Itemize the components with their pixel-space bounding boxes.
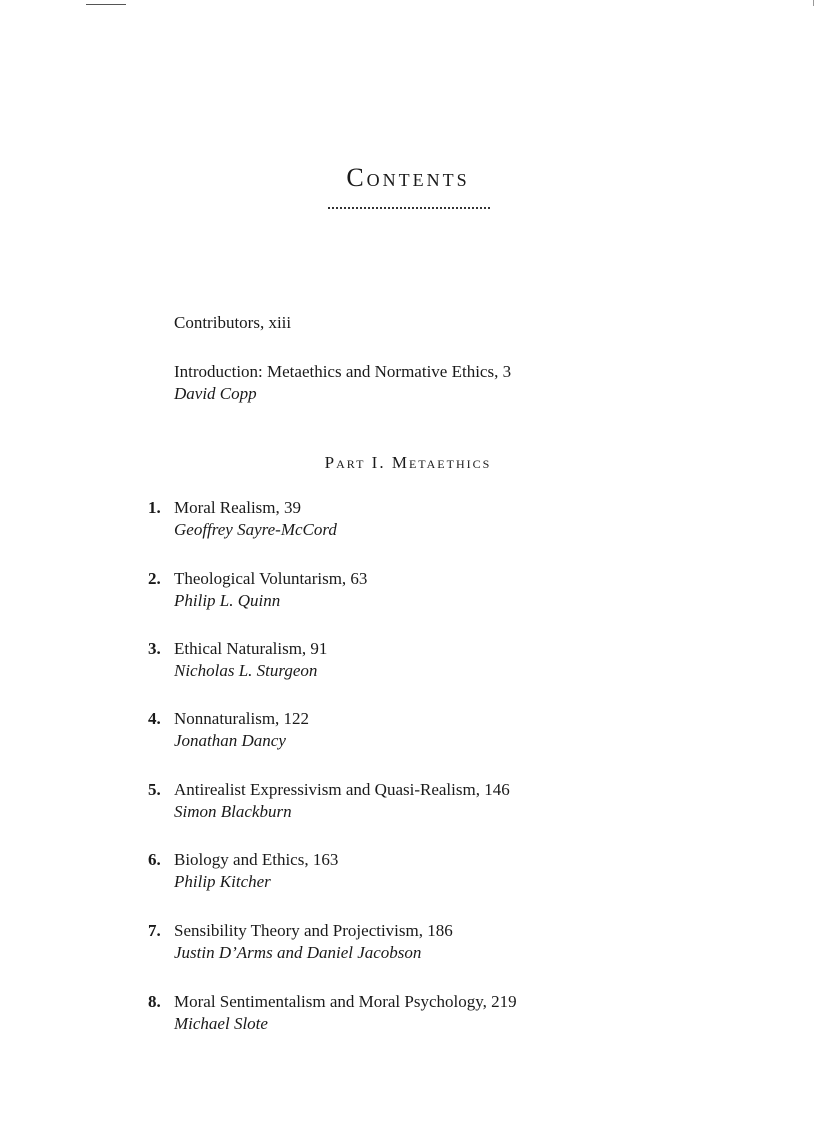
entry-title: Antirealist Expressivism and Quasi-Realism, 146 (174, 780, 510, 799)
entry-author: Philip L. Quinn (174, 591, 281, 610)
chapter-number: 7. (148, 921, 161, 940)
entry-title: Biology and Ethics, 163 (174, 850, 339, 869)
chapter-number: 5. (148, 780, 161, 799)
entry-title: Theological Voluntarism, 63 (174, 569, 368, 588)
toc-entry-chapter-8[interactable] (148, 991, 748, 1035)
entry-author: Nicholas L. Sturgeon (174, 661, 318, 680)
page-title: Contents (346, 163, 470, 192)
toc-entry-chapter-1[interactable] (148, 497, 748, 541)
entry-title: Ethical Naturalism, 91 (174, 639, 328, 658)
entry-author: Jonathan Dancy (174, 731, 286, 750)
part-title: Metaethics (391, 453, 492, 472)
dotted-rule (328, 207, 490, 209)
part-heading (0, 453, 816, 473)
crop-mark (86, 4, 126, 5)
corner-tick (813, 0, 814, 6)
entry-title: Contributors, xiii (174, 313, 292, 332)
entry-author: Simon Blackburn (174, 802, 292, 821)
entry-author: Michael Slote (174, 1014, 268, 1033)
toc-entry-chapter-6[interactable] (148, 849, 748, 893)
toc-entry-chapter-3[interactable] (148, 638, 748, 682)
entry-author: Geoffrey Sayre-McCord (174, 520, 337, 539)
toc-entry-contributors[interactable] (174, 312, 291, 334)
toc-entry-chapter-7[interactable] (148, 920, 748, 964)
chapter-number: 3. (148, 639, 161, 658)
contents-heading (0, 163, 816, 193)
chapter-number: 1. (148, 498, 161, 517)
chapter-number: 4. (148, 709, 161, 728)
chapter-number: 8. (148, 992, 161, 1011)
toc-entry-chapter-5[interactable] (148, 779, 748, 823)
entry-title: Moral Realism, 39 (174, 498, 302, 517)
entry-title: Sensibility Theory and Projectivism, 186 (174, 921, 453, 940)
entry-author: Philip Kitcher (174, 872, 271, 891)
entry-author: David Copp (174, 384, 257, 403)
entry-title: Moral Sentimentalism and Moral Psychology, 219 (174, 992, 517, 1011)
entry-title: Introduction: Metaethics and Normative Ethics, 3 (174, 362, 512, 381)
part-label: Part I. (324, 453, 386, 472)
entry-author: Justin D’Arms and Daniel Jacobson (174, 943, 422, 962)
toc-entry-introduction[interactable] (174, 361, 511, 405)
chapter-number: 2. (148, 569, 161, 588)
chapter-number: 6. (148, 850, 161, 869)
toc-entry-chapter-4[interactable] (148, 708, 748, 752)
toc-entry-chapter-2[interactable] (148, 568, 748, 612)
entry-title: Nonnaturalism, 122 (174, 709, 310, 728)
